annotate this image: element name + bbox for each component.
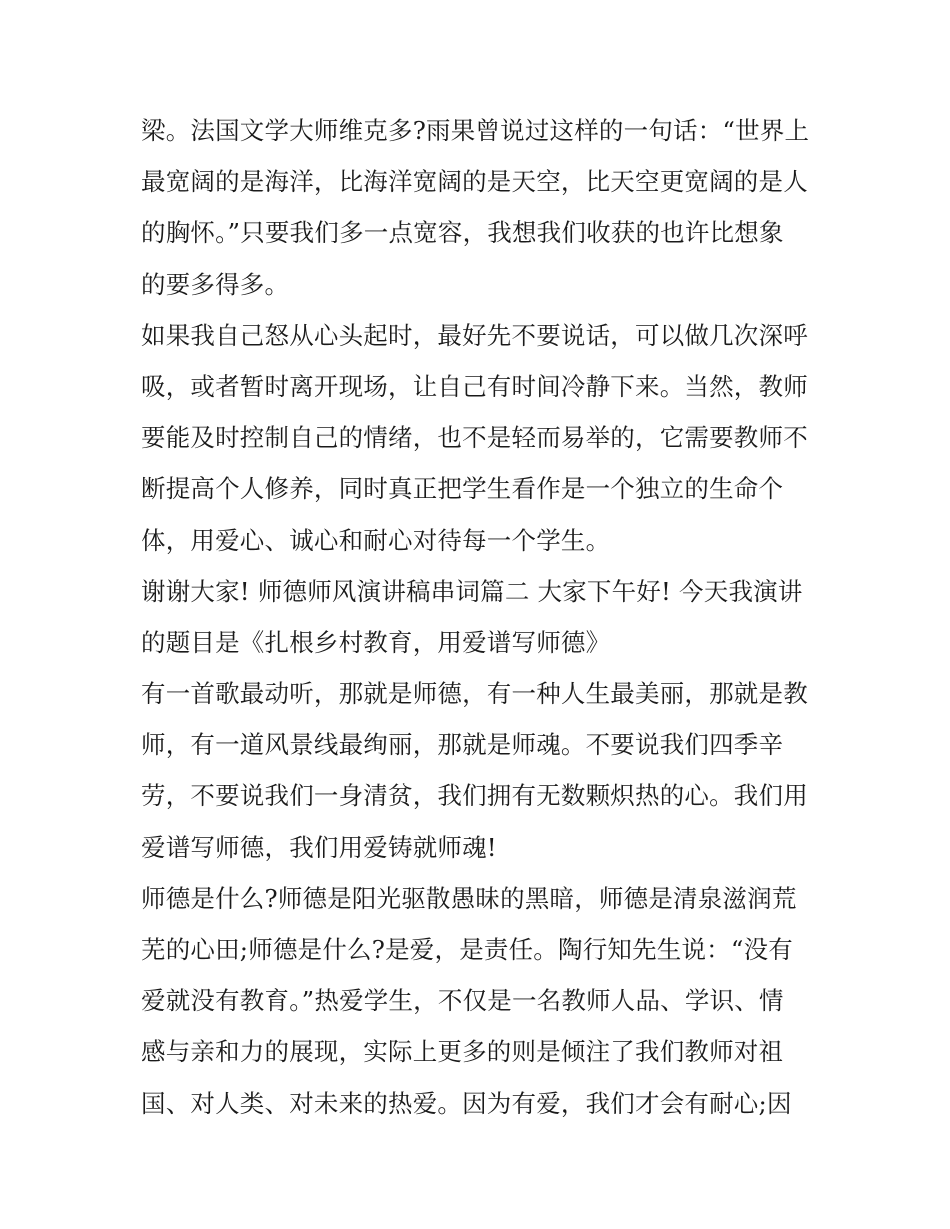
- text-line: 如果我自己怒从心头起时，最好先不要说话，可以做几次深呼: [141, 320, 808, 350]
- document-body: [141, 105, 821, 1129]
- text-line: 爱就没有教育。”热爱学生，不仅是一名教师人品、学识、情: [141, 986, 784, 1016]
- text-line: 体，用爱心、诚心和耐心对待每一个学生。: [141, 525, 611, 555]
- text-line: 有一首歌最动听，那就是师德，有一种人生最美丽，那就是教: [141, 679, 808, 709]
- text-line: 劳，不要说我们一身清贫，我们拥有无数颗炽热的心。我们用: [141, 781, 808, 811]
- text-line: 的题目是《扎根乡村教育，用爱谱写师德》: [141, 627, 611, 657]
- text-line: 芜的心田;师德是什么?是爱，是责任。陶行知先生说：“没有: [141, 935, 794, 964]
- text-line: 断提高个人修养，同时真正把学生看作是一个独立的生命个: [141, 474, 784, 504]
- text-line: 的胸怀。”只要我们多一点宽容，我想我们收获的也许比想象: [141, 218, 784, 248]
- text-line: 师，有一道风景线最绚丽，那就是师魂。不要说我们四季辛: [141, 730, 784, 760]
- text-line: 的要多得多。: [141, 269, 290, 299]
- text-line: 感与亲和力的展现，实际上更多的则是倾注了我们教师对祖: [141, 1037, 784, 1067]
- text-line: 谢谢大家! 师德师风演讲稿串词篇二 大家下午好! 今天我演讲: [141, 576, 803, 606]
- text-line: 要能及时控制自己的情绪，也不是轻而易举的，它需要教师不: [141, 423, 808, 453]
- text-line: 国、对人类、对未来的热爱。因为有爱，我们才会有耐心;因: [141, 1088, 792, 1118]
- text-line: 最宽阔的是海洋，比海洋宽阔的是天空，比天空更宽阔的是人: [141, 167, 808, 197]
- text-line: 梁。法国文学大师维克多?雨果曾说过这样的一句话：“世界上: [141, 116, 810, 145]
- text-line: 师德是什么?师德是阳光驱散愚昧的黑暗，师德是清泉滋润荒: [141, 883, 797, 913]
- text-line: 吸，或者暂时离开现场，让自己有时间冷静下来。当然，教师: [141, 371, 808, 401]
- text-line: 爱谱写师德，我们用爱铸就师魂!: [141, 832, 497, 862]
